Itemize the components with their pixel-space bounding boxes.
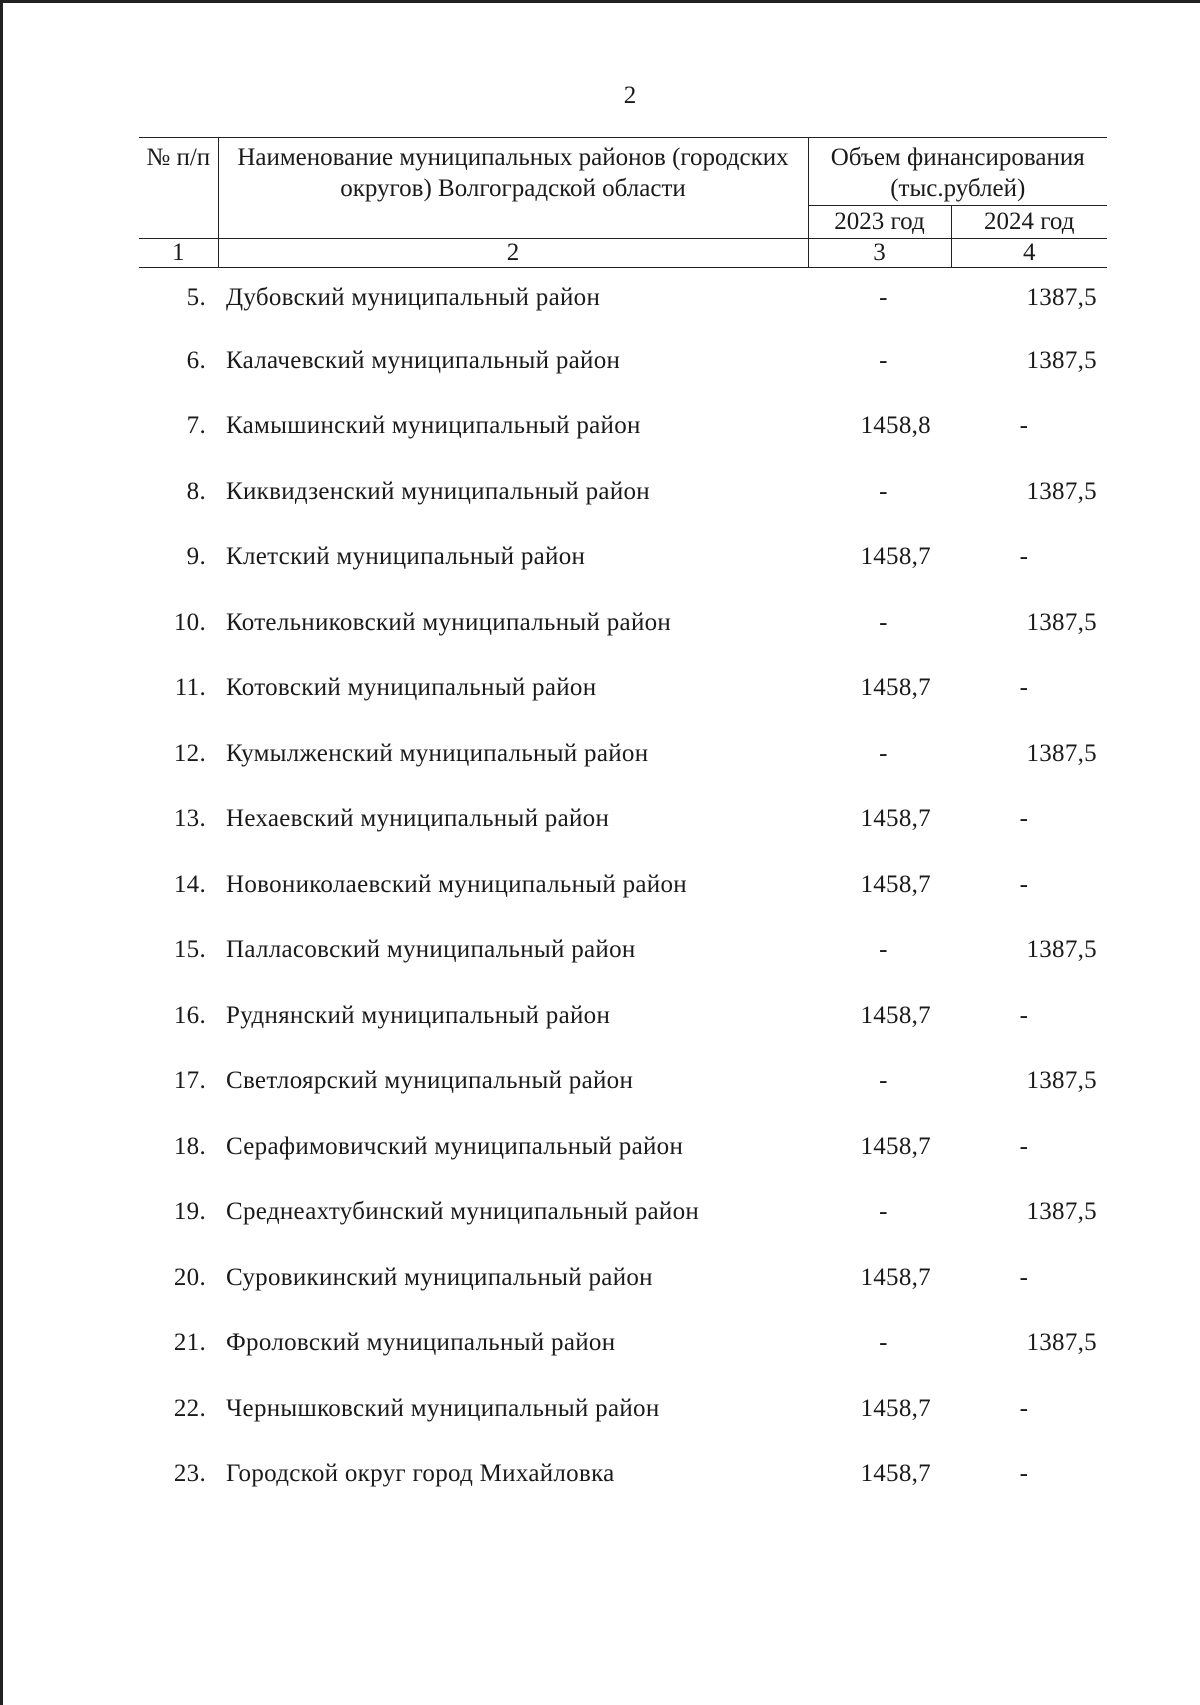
table-row xyxy=(139,787,1107,853)
row-number: 20. xyxy=(173,1263,206,1291)
table-row xyxy=(139,918,1107,984)
row-value-2024: 1387,5 xyxy=(1026,477,1097,505)
row-value-2024: 1387,5 xyxy=(1026,284,1097,311)
row-number: 11. xyxy=(174,674,206,702)
row-number: 14. xyxy=(173,870,206,898)
financing-table xyxy=(139,137,1107,1507)
row-value-2023: - xyxy=(879,739,888,767)
row-value-2024: - xyxy=(1019,1460,1029,1488)
table-row xyxy=(139,328,1107,394)
row-value-2023: 1458,7 xyxy=(860,1394,931,1422)
row-district-name: Чернышковский муниципальный район xyxy=(226,1394,660,1422)
table-row xyxy=(139,983,1107,1049)
row-number: 9. xyxy=(186,543,206,571)
row-value-2023: - xyxy=(879,608,888,636)
row-value-2023: - xyxy=(879,1067,888,1095)
row-district-name: Городской округ город Михайловка xyxy=(226,1460,615,1488)
header-col-volume: Объем финансирования (тыс.рублей) xyxy=(808,138,1107,206)
header-col-number: № п/п xyxy=(139,138,218,239)
row-district-name: Суровикинский муниципальный район xyxy=(226,1263,653,1291)
row-number: 17. xyxy=(173,1067,206,1095)
scan-edge-top xyxy=(0,0,1200,3)
row-value-2024: 1387,5 xyxy=(1026,346,1097,374)
row-value-2023: 1458,7 xyxy=(860,543,931,571)
row-number: 21. xyxy=(173,1329,206,1357)
header-column-number-1: 1 xyxy=(139,239,218,268)
row-district-name: Дубовский муниципальный район xyxy=(226,284,601,311)
row-value-2023: 1458,7 xyxy=(860,1001,931,1029)
header-col-name: Наименование муниципальных районов (городских округов) Волгоградской области xyxy=(218,138,808,239)
header-row-column-numbers xyxy=(139,239,1107,268)
header-year-2023: 2023 год xyxy=(808,206,951,239)
row-number: 10. xyxy=(173,608,206,636)
row-district-name: Новониколаевский муниципальный район xyxy=(226,870,687,898)
row-value-2024: - xyxy=(1019,805,1029,833)
row-value-2023: - xyxy=(879,346,888,374)
page-number: 2 xyxy=(623,82,637,109)
row-value-2023: - xyxy=(879,284,888,311)
row-district-name: Котельниковский муниципальный район xyxy=(226,608,672,636)
table-row xyxy=(139,1049,1107,1115)
row-number: 6. xyxy=(186,346,206,374)
table-row xyxy=(139,1180,1107,1246)
row-value-2023: - xyxy=(879,1329,888,1357)
table-row xyxy=(139,852,1107,918)
row-value-2024: - xyxy=(1019,674,1029,702)
row-value-2023: - xyxy=(879,936,888,964)
row-value-2023: - xyxy=(879,477,888,505)
row-district-name: Палласовский муниципальный район xyxy=(226,936,636,964)
row-number: 23. xyxy=(173,1460,206,1488)
table-row xyxy=(139,394,1107,460)
row-number: 13. xyxy=(173,805,206,833)
row-value-2023: 1458,7 xyxy=(860,805,931,833)
row-number: 15. xyxy=(173,936,206,964)
row-district-name: Котовский муниципальный район xyxy=(226,674,597,702)
row-district-name: Светлоярский муниципальный район xyxy=(226,1067,634,1095)
table-row xyxy=(139,1114,1107,1180)
row-value-2024: 1387,5 xyxy=(1026,1067,1097,1095)
table-header xyxy=(139,138,1107,268)
table-row xyxy=(139,590,1107,656)
table-row xyxy=(139,525,1107,591)
row-value-2023: 1458,7 xyxy=(860,1132,931,1160)
row-value-2023: - xyxy=(879,1198,888,1226)
row-number: 5. xyxy=(186,284,206,311)
row-district-name: Клетский муниципальный район xyxy=(226,543,586,571)
table-row xyxy=(139,1245,1107,1311)
table-row xyxy=(139,268,1107,329)
scan-edge-left xyxy=(0,0,3,1705)
header-column-number-3: 3 xyxy=(808,239,951,268)
row-value-2024: - xyxy=(1019,1001,1029,1029)
row-district-name: Киквидзенский муниципальный район xyxy=(226,477,650,505)
table-body xyxy=(139,268,1107,1508)
row-value-2024: - xyxy=(1019,543,1029,571)
row-value-2024: 1387,5 xyxy=(1026,608,1097,636)
row-number: 7. xyxy=(186,412,206,440)
row-district-name: Нехаевский муниципальный район xyxy=(226,805,610,833)
row-value-2023: 1458,7 xyxy=(860,1263,931,1291)
row-value-2023: 1458,7 xyxy=(860,870,931,898)
table-row xyxy=(139,721,1107,787)
row-district-name: Камышинский муниципальный район xyxy=(226,412,641,440)
row-value-2024: - xyxy=(1019,1132,1029,1160)
row-value-2024: 1387,5 xyxy=(1026,1198,1097,1226)
header-column-number-4: 4 xyxy=(951,239,1107,268)
row-value-2024: - xyxy=(1019,1394,1029,1422)
header-year-2024: 2024 год xyxy=(951,206,1107,239)
row-value-2023: 1458,8 xyxy=(860,412,931,440)
row-value-2023: 1458,7 xyxy=(860,674,931,702)
row-number: 19. xyxy=(173,1198,206,1226)
row-district-name: Среднеахтубинский муниципальный район xyxy=(226,1198,700,1226)
row-district-name: Калачевский муниципальный район xyxy=(226,346,621,374)
row-value-2023: 1458,7 xyxy=(860,1460,931,1488)
row-value-2024: - xyxy=(1019,1263,1029,1291)
row-value-2024: 1387,5 xyxy=(1026,1329,1097,1357)
row-number: 16. xyxy=(173,1001,206,1029)
header-column-number-2: 2 xyxy=(218,239,808,268)
financing-table-container xyxy=(139,137,1107,1507)
row-district-name: Кумылженский муниципальный район xyxy=(226,739,649,767)
row-value-2024: 1387,5 xyxy=(1026,739,1097,767)
header-row-main xyxy=(139,138,1107,206)
row-value-2024: - xyxy=(1019,412,1029,440)
table-row xyxy=(139,459,1107,525)
row-number: 12. xyxy=(173,739,206,767)
table-row xyxy=(139,1311,1107,1377)
row-number: 8. xyxy=(186,477,206,505)
row-number: 18. xyxy=(173,1132,206,1160)
row-number: 22. xyxy=(173,1394,206,1422)
row-district-name: Фроловский муниципальный район xyxy=(226,1329,616,1357)
row-value-2024: - xyxy=(1019,870,1029,898)
table-row xyxy=(139,1376,1107,1442)
table-row xyxy=(139,656,1107,722)
row-district-name: Руднянский муниципальный район xyxy=(226,1001,611,1029)
row-district-name: Серафимовичский муниципальный район xyxy=(226,1132,684,1160)
table-row xyxy=(139,1442,1107,1508)
row-value-2024: 1387,5 xyxy=(1026,936,1097,964)
